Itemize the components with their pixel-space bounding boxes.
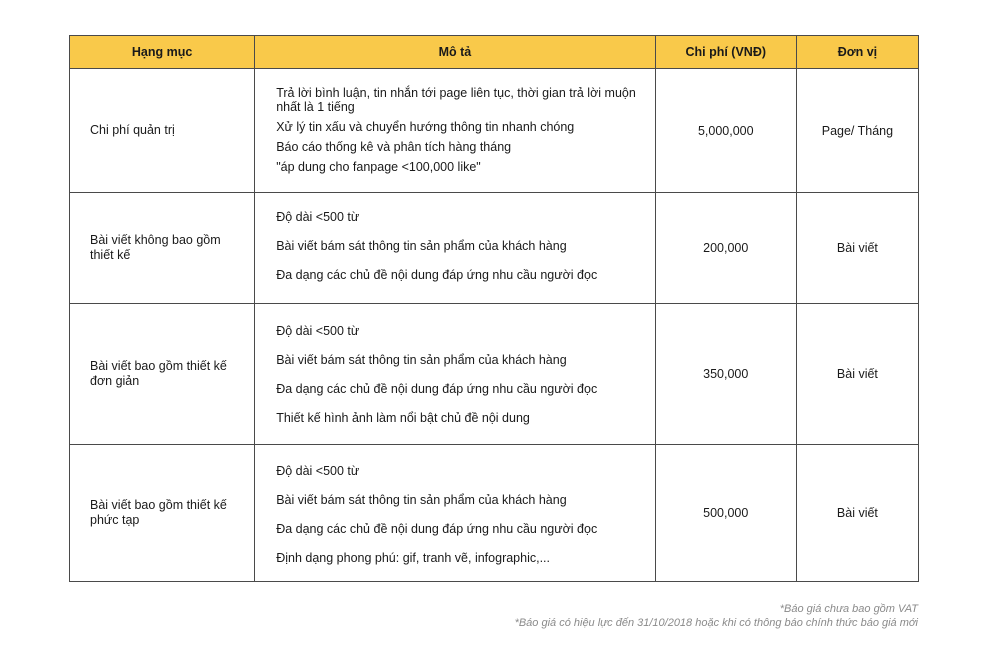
description-item: Độ dài <500 từ — [276, 464, 360, 478]
description-item: Đa dạng các chủ đề nội dung đáp ứng nhu cầu người đọc — [276, 268, 598, 282]
description-item: "áp dung cho fanpage <100,000 like" — [276, 160, 481, 174]
description-list — [276, 69, 640, 174]
description-list — [276, 445, 640, 565]
description-item: Đa dạng các chủ đề nội dung đáp ứng nhu cầu người đọc — [276, 522, 598, 536]
row-cost: 5,000,000 — [655, 69, 796, 193]
footnote-validity: *Báo giá có hiệu lực đến 31/10/2018 hoặc khi có thông báo chính thức báo giá mới — [514, 617, 918, 629]
footnotes — [515, 602, 918, 630]
table-body — [70, 69, 919, 582]
table-row — [70, 69, 919, 193]
description-item: Độ dài <500 từ — [276, 324, 360, 338]
header-description: Mô tả — [255, 36, 655, 69]
description-list — [276, 304, 640, 425]
row-description — [255, 304, 655, 445]
description-item: Xử lý tin xấu và chuyển hướng thông tin nhanh chóng — [276, 120, 575, 134]
row-cost: 500,000 — [655, 445, 796, 582]
row-unit: Bài viết — [796, 445, 918, 582]
row-cost: 200,000 — [655, 193, 796, 304]
header-unit: Đơn vị — [796, 36, 918, 69]
table-row — [70, 193, 919, 304]
header-row — [70, 36, 919, 69]
header-cost: Chi phí (VNĐ) — [655, 36, 796, 69]
row-description — [255, 193, 655, 304]
footnote-vat: *Báo giá chưa bao gồm VAT — [779, 603, 918, 615]
row-unit: Bài viết — [796, 304, 918, 445]
description-item: Bài viết bám sát thông tin sản phẩm của khách hàng — [276, 493, 567, 507]
table-header — [70, 36, 919, 69]
table-row — [70, 445, 919, 582]
row-category: Bài viết không bao gồm thiết kế — [70, 193, 255, 304]
description-item: Độ dài <500 từ — [276, 210, 360, 224]
row-category: Bài viết bao gồm thiết kế đơn giản — [70, 304, 255, 445]
description-item: Báo cáo thống kê và phân tích hàng tháng — [276, 140, 512, 154]
description-item: Bài viết bám sát thông tin sản phẩm của khách hàng — [276, 239, 567, 253]
row-category: Chi phí quản trị — [70, 69, 255, 193]
row-cost: 350,000 — [655, 304, 796, 445]
row-unit: Page/ Tháng — [796, 69, 918, 193]
row-description — [255, 69, 655, 193]
row-category: Bài viết bao gồm thiết kế phức tạp — [70, 445, 255, 582]
description-list — [276, 193, 640, 282]
row-description — [255, 445, 655, 582]
price-table — [69, 35, 919, 582]
table-row — [70, 304, 919, 445]
description-item: Định dạng phong phú: gif, tranh vẽ, infographic,... — [276, 551, 551, 565]
description-item: Đa dạng các chủ đề nội dung đáp ứng nhu cầu người đọc — [276, 382, 598, 396]
description-item: Bài viết bám sát thông tin sản phẩm của khách hàng — [276, 353, 567, 367]
header-category: Hạng mục — [70, 36, 255, 69]
description-item: Trả lời bình luận, tin nhắn tới page liên tục, thời gian trả lời muộn nhất là 1 tiếng — [276, 86, 636, 114]
row-unit: Bài viết — [796, 193, 918, 304]
description-item: Thiết kế hình ảnh làm nổi bật chủ đề nội dung — [276, 411, 530, 425]
